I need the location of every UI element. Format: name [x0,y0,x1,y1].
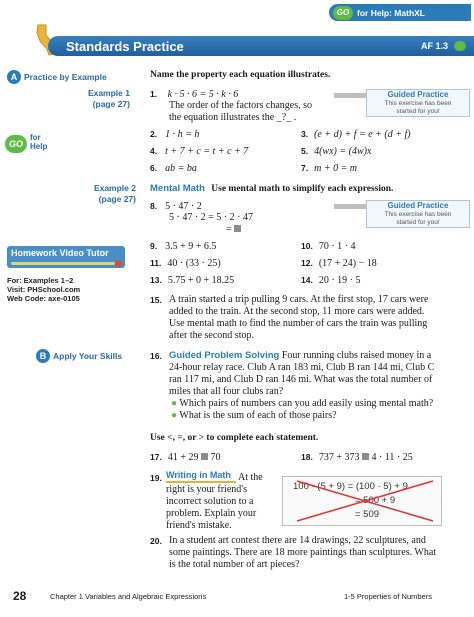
exercise-10 [301,240,356,253]
exercise-number: 7. [301,163,309,173]
exercise-19-text-first: At the [238,472,263,483]
text-line: right is your friend's [166,484,247,495]
section-b-badge: B [36,349,50,363]
video-progress-bar [11,262,115,265]
exercise-11-expression: 40 · (33 · 25) [167,258,221,269]
section-a-label: Practice by Example [24,72,107,82]
exercise-3-equation: (e + d) + f = e + (d + f) [314,129,411,140]
exercise-8-expression: 5 · 47 · 2 [165,201,202,212]
mental-math-instruction: Use mental math to simplify each expression. [211,184,394,194]
go-for-help-tab[interactable] [329,4,471,21]
exercise-number: 9. [150,241,158,251]
exercise-number: 1. [150,89,158,99]
homework-video-tutor-button[interactable] [7,246,125,268]
example-2-title: Example 2 [93,183,136,193]
text-line: 24-hour relay race. Club A ran 183 mi, Club B ran 144 mi, Club C [169,362,435,373]
exercise-5-equation: 4(wx) = (4w)x [314,146,372,157]
section-b-label: Apply Your Skills [53,351,123,361]
go-help-label [30,133,47,151]
writing-in-math-underline [166,481,236,483]
bullet-icon: ● [171,398,178,409]
section-title: 1-5 Properties of Numbers [344,592,432,601]
exercise-19-number [150,472,162,485]
exercise-16-text [169,350,469,422]
guided-practice-arrow [334,93,366,98]
exercise-18 [301,451,413,464]
chapter-title: Chapter 1 Variables and Algebraic Expressions [50,592,207,601]
exercise-number: 16. [150,351,162,361]
heading-compare: Use <, =, or > to complete each statement. [150,433,319,443]
exercise-number: 14. [301,275,313,285]
text-line: friend's mistake. [166,520,232,531]
text-line: ran 117 mi, and Club D ran 146 mi. What was the total number of [169,374,433,385]
exercise-number: 10. [301,241,313,251]
exercise-12-expression: (17 + 24) − 18 [318,258,377,269]
exercise-number: 20. [150,536,162,546]
guided-practice-arrow [334,204,366,209]
text-line: Use mental math to find the number of cars the train was pulling [169,318,428,329]
exercise-number: 18. [301,452,313,462]
exercise-15-number [150,294,162,307]
exercise-20-number [150,535,162,548]
guided-practice-sub: started for you! [396,108,440,115]
exercise-8-step: 5 · 47 · 2 = 5 · 2 · 47 [169,212,253,223]
section-a-badge: A [7,70,21,84]
work-line-3: = 509 [355,509,380,520]
exercise-16-number [150,350,162,363]
text-line: after the second stop. [169,330,254,341]
writing-in-math-label: Writing in Math [166,470,231,480]
exercise-15-text [169,294,469,342]
web-code-info [7,276,80,303]
exercise-2-equation: 1 · h = h [165,129,200,140]
exercise-9-expression: 3.5 + 9 + 6.5 [165,241,217,252]
exercise-18-right: 4 · 11 · 25 [371,452,413,463]
guided-practice-title: Guided Practice [387,201,449,210]
go-icon: GO [333,6,353,20]
exercise-8-answer [226,224,241,236]
exercise-9 [150,240,216,253]
answer-box [234,225,241,232]
text-line: some paintings. There are 18 more paintings than sculptures. What [169,547,437,558]
work-line-2: = 500 + 9 [355,495,396,506]
go-help-help: Help [30,142,48,151]
exercise-number: 13. [150,275,162,285]
guided-practice-sub: started for you! [396,219,440,226]
example-1-label[interactable] [60,88,130,110]
text-line: added to the train. At the second stop, 11 more cars were added. [169,306,425,317]
standard-dot-icon [454,41,466,51]
exercise-number: 12. [301,258,313,268]
video-tutor-label: Homework Video Tutor [11,248,109,258]
guided-practice-box [366,200,470,228]
exercise-1-equation: k · 5 · 6 = 5 · k · 6 [167,89,239,100]
exercise-2 [150,128,199,141]
exercise-number: 17. [150,452,162,462]
go-icon: GO [5,135,27,153]
example-1-title: Example 1 [87,88,130,98]
example-1-page: (page 27) [92,99,130,109]
exercise-number: 8. [150,201,158,211]
exercise-11 [150,257,221,270]
exercise-number: 6. [150,163,158,173]
exercise-7 [301,162,357,175]
text-line: miles that all four clubs ran? [169,386,284,397]
guided-practice-sub: This exercise has been [384,211,452,218]
compare-box [362,453,369,460]
example-2-page: (page 27) [98,194,136,204]
web-examples: For: Examples 1–2 [7,276,74,285]
exercise-4 [150,145,248,158]
exercise-14-expression: 20 · 19 · 5 [318,275,361,286]
exercise-19-text [166,484,281,532]
exercise-number: 3. [301,129,309,139]
exercise-number: 15. [150,295,162,305]
go-help-for: for [30,133,41,142]
exercise-1-hint-2: the equation illustrates the _?_ . [169,112,297,123]
student-work-box [282,476,442,526]
exercise-number: 19. [150,473,162,483]
go-help-text: for Help: MathXL [357,7,425,18]
cross-out-mark [283,477,443,527]
play-icon [115,260,122,267]
exercise-10-expression: 70 · 1 · 4 [318,241,356,252]
web-code: Web Code: axe-0105 [7,294,80,303]
exercise-5 [301,145,371,158]
exercise-3 [301,128,411,141]
exercise-7-equation: m + 0 = m [314,163,358,174]
exercise-17-left: 41 + 29 [167,452,199,463]
page-number: 28 [13,589,27,603]
exercise-18-left: 737 + 373 [318,452,360,463]
exercise-17-right: 70 [210,452,221,463]
guided-practice-title: Guided Practice [387,90,449,99]
compare-box [201,453,208,460]
text-line: incorrect solution to a [166,496,254,507]
text-line: In a student art contest there are 14 drawings, 22 sculptures, and [169,535,426,546]
exercise-13 [150,274,234,287]
standard-code: AF 1.3 [421,41,449,51]
exercise-13-expression: 5.75 + 0 + 18.25 [167,275,235,286]
example-2-label[interactable] [60,183,136,205]
page-title: Standards Practice [66,39,184,54]
exercise-6 [150,162,197,175]
exercise-20-text [169,535,469,571]
heading-name-property: Name the property each equation illustrates. [150,70,331,80]
exercise-12 [301,257,377,270]
exercise-1-hint: The order of the factors changes, so [169,100,312,111]
exercise-14 [301,274,361,287]
exercise-17 [150,451,220,464]
text-line: problem. Explain your [166,508,257,519]
exercise-number: 2. [150,129,158,139]
go-for-help-badge[interactable] [5,133,49,155]
guided-practice-box [366,89,470,117]
exercise-number: 4. [150,146,158,156]
mental-math-label: Mental Math [150,183,205,194]
exercise-number: 5. [301,146,309,156]
bullet-icon: ● [171,410,178,421]
bullet-text: What is the sum of each of those pairs? [179,410,337,421]
web-visit: Visit: PHSchool.com [7,285,81,294]
work-line-1: 100 · (5 + 9) = (100 · 5) + 9 [293,481,408,492]
guided-practice-sub: This exercise has been [384,100,452,107]
exercise-number: 11. [150,258,162,268]
exercise-4-equation: t + 7 + c = t + c + 7 [165,146,249,157]
bullet-text: Which pairs of numbers can you add easily using mental math? [179,398,434,409]
text-line: is the total number of art pieces? [169,559,300,570]
exercise-6-equation: ab = ba [165,163,197,174]
text-line: A train started a trip pulling 9 cars. At the first stop, 17 cars were [169,294,429,305]
heading-mental-math [150,183,393,194]
equals-sign: = [226,224,232,235]
guided-problem-solving-label: Guided Problem Solving [169,350,280,361]
text-line: Four running clubs raised money in a [281,350,432,361]
